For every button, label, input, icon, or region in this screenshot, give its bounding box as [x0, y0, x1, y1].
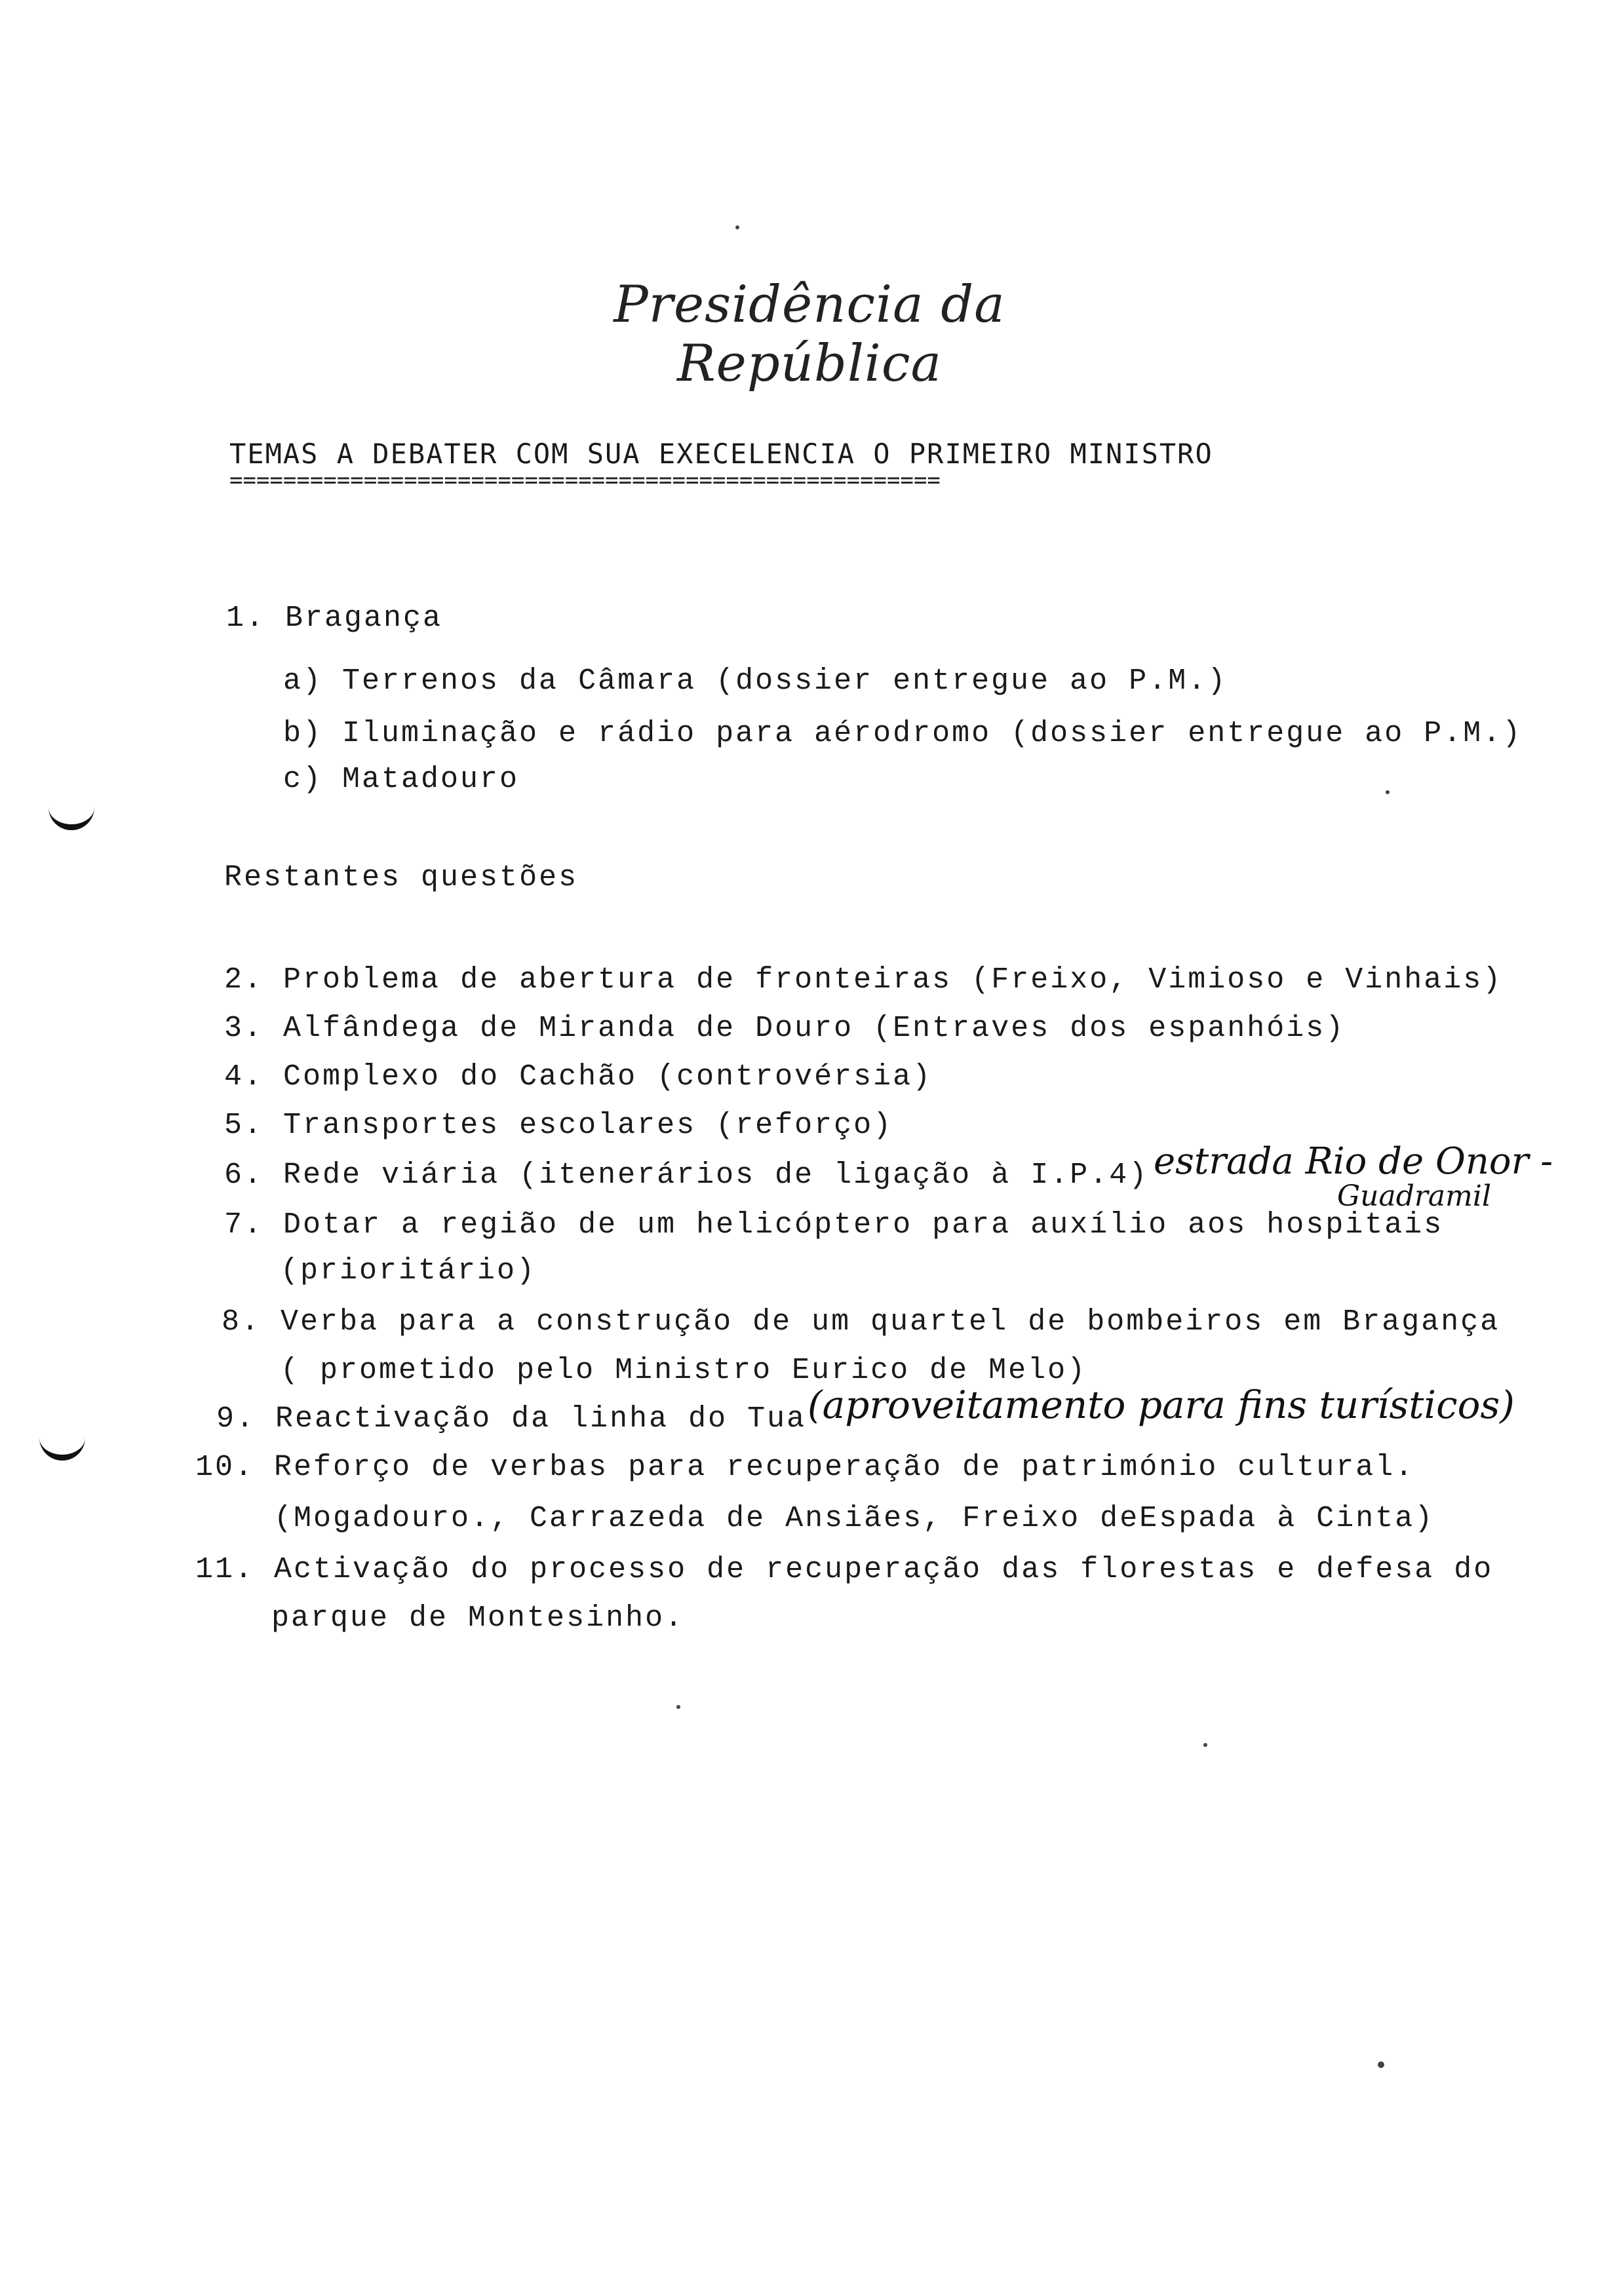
item-number: 3.: [224, 1012, 264, 1045]
item-number: 10.: [195, 1451, 255, 1484]
item-text: Reactivação da linha do Tua: [275, 1402, 807, 1436]
list-item: [195, 1553, 1493, 1586]
handwritten-note-9: (aproveitamento para fins turísticos): [808, 1383, 1515, 1427]
speck: [735, 225, 739, 229]
item-text: Transportes escolares (reforço): [283, 1109, 893, 1142]
list-item: [224, 963, 1502, 997]
section-item-c: c) Matadouro: [283, 763, 520, 796]
document-title: TEMAS A DEBATER COM SUA EXECELENCIA O PRIMEIRO MINISTRO: [229, 438, 1213, 470]
title-underline: =====================================================: [229, 473, 941, 488]
item-number: 8.: [222, 1305, 262, 1339]
list-item: [224, 1060, 932, 1094]
speck: [1386, 790, 1390, 794]
handwritten-note-6-b: Guadramil: [1337, 1179, 1492, 1213]
speck: [1203, 1743, 1207, 1747]
list-item: [224, 1109, 893, 1142]
list-item: [224, 1208, 1443, 1242]
item-text: Rede viária (itenerários de ligação à I.P.4): [283, 1158, 1149, 1192]
list-item: [224, 1012, 1345, 1045]
section-heading-braganca: 1. Bragança: [226, 602, 443, 635]
item-number: 7.: [224, 1208, 264, 1242]
item-text: Reforço de verbas para recuperação de património cultural.: [274, 1451, 1415, 1484]
item-number: 9.: [216, 1402, 256, 1436]
margin-check-mark: [39, 1428, 85, 1461]
item-continuation: (prioritário): [281, 1254, 537, 1288]
list-item: [222, 1305, 1500, 1339]
section-item-b: b) Iluminação e rádio para aérodromo (dossier entregue ao P.M.): [283, 717, 1523, 750]
item-continuation: (Mogadouro., Carrazeda de Ansiães, Freixo deEspada à Cinta): [274, 1502, 1435, 1535]
item-number: 5.: [224, 1109, 264, 1142]
letterhead: Presidência da República: [613, 275, 1005, 393]
list-item: [224, 1158, 1148, 1192]
item-continuation: parque de Montesinho.: [271, 1601, 685, 1635]
item-text: Alfândega de Miranda de Douro (Entraves dos espanhóis): [283, 1012, 1346, 1045]
list-item: [216, 1402, 806, 1436]
item-number: 11.: [195, 1553, 255, 1586]
section-item-a: a) Terrenos da Câmara (dossier entregue ao P.M.): [283, 664, 1228, 698]
item-number: 6.: [224, 1158, 264, 1192]
item-text: Activação do processo de recuperação das florestas e defesa do: [274, 1553, 1494, 1586]
item-text: Verba para a construção de um quartel de bombeiros em Bragança: [281, 1305, 1500, 1339]
item-continuation: ( prometido pelo Ministro Eurico de Melo): [281, 1354, 1087, 1387]
restantes-heading: Restantes questões: [224, 861, 579, 894]
margin-check-mark: [49, 798, 94, 830]
speck: [676, 1705, 680, 1709]
item-number: 4.: [224, 1060, 264, 1094]
list-item: [195, 1451, 1414, 1484]
item-text: Dotar a região de um helicóptero para auxílio aos hospitais: [283, 1208, 1444, 1242]
handwritten-note-6: estrada Rio de Onor -: [1154, 1140, 1553, 1183]
speck: [1378, 2061, 1384, 2068]
item-number: 2.: [224, 963, 264, 997]
item-text: Complexo do Cachão (controvérsia): [283, 1060, 933, 1094]
item-text: Problema de abertura de fronteiras (Freixo, Vimioso e Vinhais): [283, 963, 1503, 997]
